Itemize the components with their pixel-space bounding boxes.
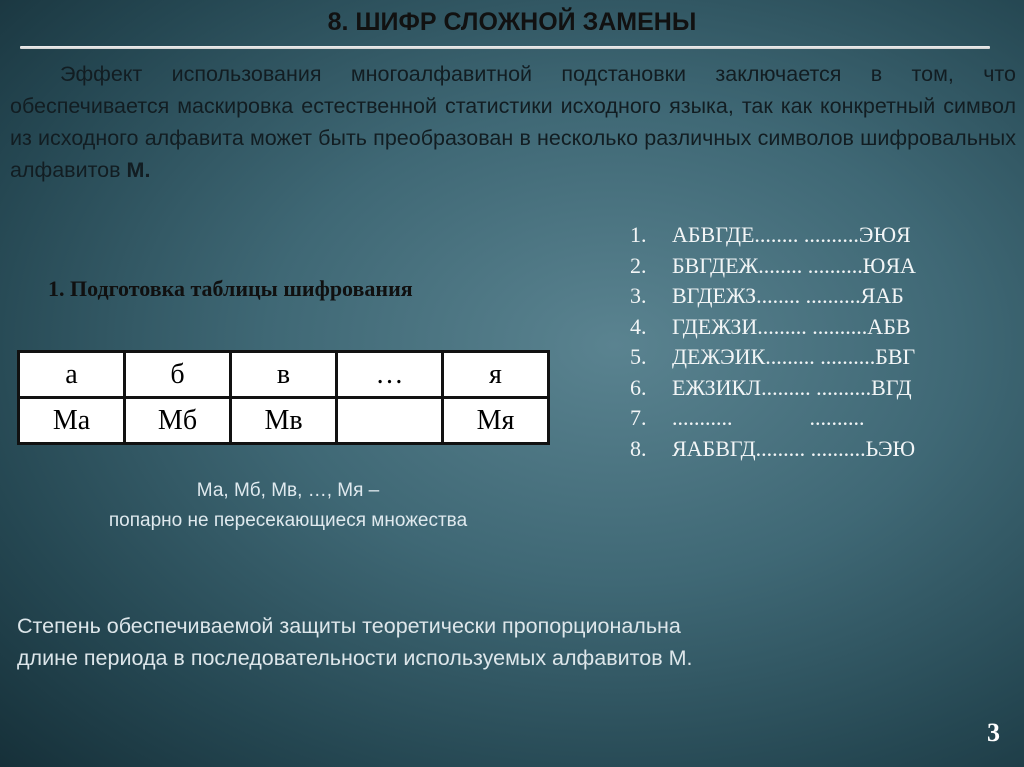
table-cell-set: Мб [125,398,231,444]
sets-caption-line2: попарно не пересекающиеся множества [108,510,468,531]
list-item-number: 7. [630,405,647,430]
table-cell-set [337,398,443,444]
conclusion-line2: длине периода в последовательности используемых алфавитов М. [17,646,693,670]
list-item-number: 5. [630,344,647,369]
table-cell-set: Мв [231,398,337,444]
page-number: 3 [987,718,1000,747]
list-item [630,403,916,434]
list-item-text: ЕЖЗИКЛ......... ..........ВГД [672,374,912,400]
table-cell-letter: в [231,352,337,398]
list-item [630,251,916,282]
list-item [630,312,916,343]
list-item [630,281,916,312]
table-row-letters [19,352,549,398]
table-cell-set: Мя [443,398,549,444]
alphabet-list [630,220,916,464]
list-item-text: БВГДЕЖ........ ..........ЮЯА [672,252,916,278]
encryption-table [17,350,550,445]
sets-caption-line1: Ма, Мб, Мв, …, Мя – [196,480,380,501]
intro-text: Эффект использования многоалфавитной подстановки заключается в том, что обеспечивается маскировка естественной статистики исходного языка, так как конкретный символ из исходного алфавита может быть преобразован в несколько различных символов шифровальных алфавитов [10,62,1016,182]
list-item-text: ........... .......... [672,405,865,430]
intro-paragraph [10,58,1016,186]
list-item-text: ДЕЖЭИК......... ..........БВГ [672,344,916,369]
sets-caption [78,476,498,536]
list-item-number: 6. [630,374,647,400]
section-heading: 1. Подготовка таблицы шифрования [48,276,413,301]
title-divider [20,46,990,49]
table-row-sets [19,398,549,444]
slide-title: 8. ШИФР СЛОЖНОЙ ЗАМЕНЫ [327,8,697,36]
list-item-number: 8. [630,435,647,461]
list-item [630,342,916,373]
list-item-number: 1. [630,222,647,247]
table-cell-letter: б [125,352,231,398]
list-item-text: ГДЕЖЗИ......... ..........АБВ [672,313,911,339]
list-item-text: ЯАБВГД......... ..........ЬЭЮ [672,435,916,461]
table-cell-letter: а [19,352,125,398]
intro-bold: М. [126,158,151,182]
table-cell-set: Ма [19,398,125,444]
list-item-text: АБВГДЕ........ ..........ЭЮЯ [672,222,911,247]
list-item [630,373,916,404]
list-item-number: 4. [630,313,647,339]
list-item [630,220,916,251]
conclusion-paragraph [17,610,917,674]
list-item-number: 3. [630,283,647,308]
conclusion-line1: Степень обеспечиваемой защиты теоретически пропорциональна [17,614,681,638]
list-item-text: ВГДЕЖЗ........ ..........ЯАБ [672,283,904,308]
table-cell-letter: … [337,352,443,398]
list-item [630,434,916,465]
list-item-number: 2. [630,252,647,278]
table-cell-letter: я [443,352,549,398]
